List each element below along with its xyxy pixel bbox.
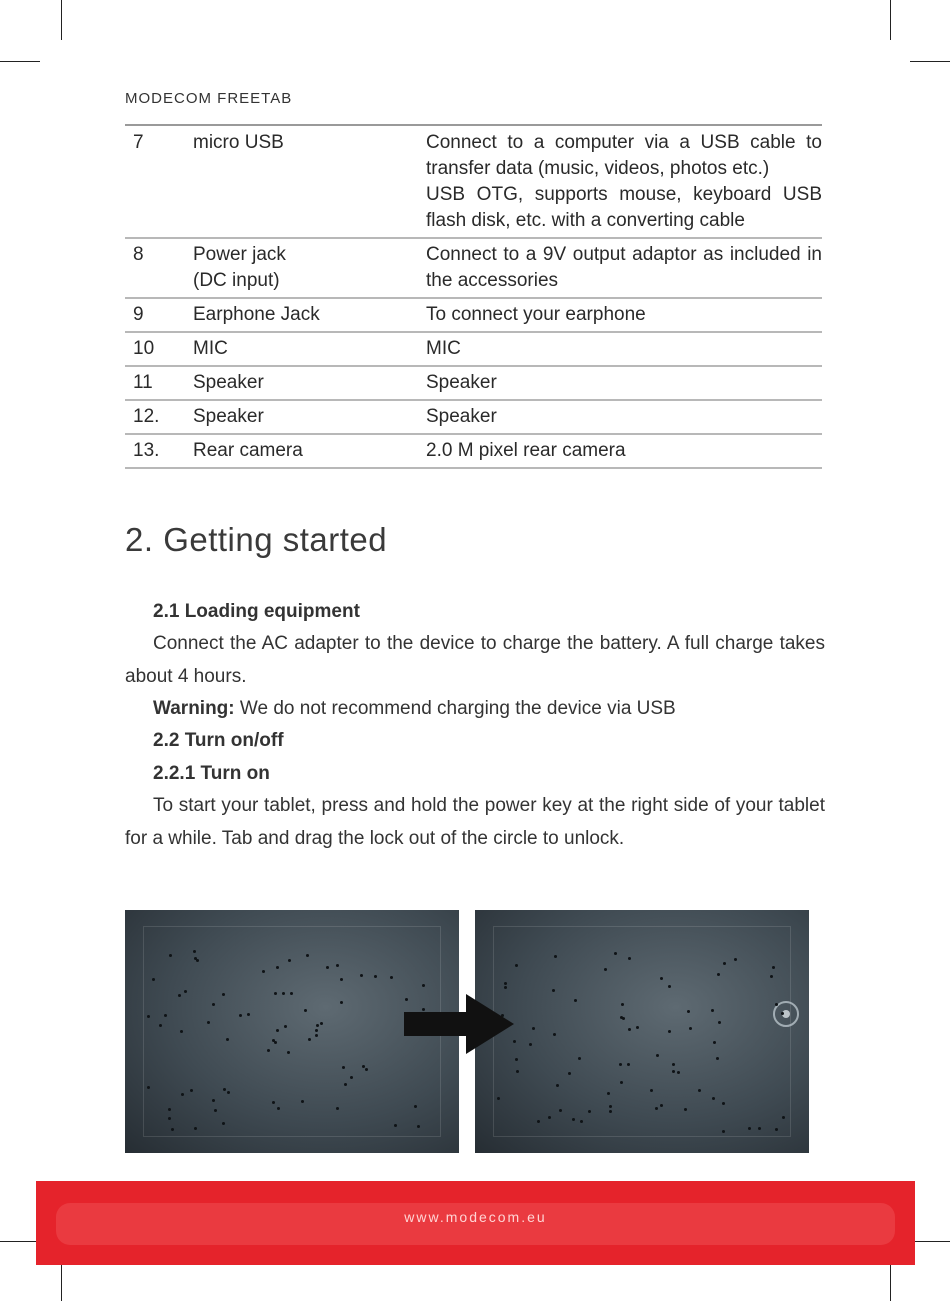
component-name: Earphone Jack — [193, 298, 426, 332]
heading-turn-on-off: 2.2 Turn on/off — [153, 730, 284, 751]
water-drop — [316, 1024, 319, 1027]
table-row — [125, 238, 822, 298]
water-drop — [247, 1013, 250, 1016]
spec-table — [125, 127, 822, 469]
row-number: 9 — [125, 298, 193, 332]
water-drop — [684, 1108, 687, 1111]
crop-mark — [61, 0, 62, 40]
row-number: 10 — [125, 332, 193, 366]
paragraph-turn-on: To start your tablet, press and hold the power key at the right side of your tablet for a while. Tab and drag the lock out of the circle to unlock. — [125, 795, 825, 849]
water-drop — [578, 1057, 581, 1060]
section-title: 2. Getting started — [125, 521, 388, 558]
crop-mark — [0, 1241, 40, 1242]
water-drop — [627, 1063, 630, 1066]
component-description: Speaker — [426, 366, 822, 400]
water-drop — [284, 1025, 287, 1028]
water-drop — [336, 964, 339, 967]
table-row — [125, 332, 822, 366]
water-drop — [548, 1116, 551, 1119]
footer-url: www.modecom.eu — [404, 1209, 547, 1225]
water-drop — [672, 1070, 675, 1073]
row-number: 11 — [125, 366, 193, 400]
water-drop — [556, 1084, 559, 1087]
water-drop — [672, 1063, 675, 1066]
water-drop — [529, 1043, 532, 1046]
water-drop — [668, 985, 671, 988]
water-drop — [650, 1089, 653, 1092]
warning-text: We do not recommend charging the device via USB — [234, 698, 676, 719]
water-drop — [722, 1130, 725, 1133]
water-drop — [734, 958, 737, 961]
crop-mark — [890, 0, 891, 40]
component-description: 2.0 M pixel rear camera — [426, 434, 822, 468]
table-row — [125, 127, 822, 238]
crop-mark — [61, 1262, 62, 1301]
component-name: Speaker — [193, 400, 426, 434]
row-number: 12. — [125, 400, 193, 434]
lockscreen-image-right — [475, 910, 809, 1153]
right-arrow-icon — [404, 994, 514, 1054]
water-drop — [276, 966, 279, 969]
component-name: micro USB — [193, 127, 426, 238]
table-row — [125, 434, 822, 468]
water-drop — [655, 1107, 658, 1110]
component-name: MIC — [193, 332, 426, 366]
heading-turn-on: 2.2.1 Turn on — [153, 763, 270, 784]
component-description: MIC — [426, 332, 822, 366]
water-drop — [276, 1029, 279, 1032]
water-drop — [169, 954, 172, 957]
component-description: Connect to a 9V output adaptor as included in the accessories — [426, 238, 822, 298]
component-name: Speaker — [193, 366, 426, 400]
component-description: To connect your earphone — [426, 298, 822, 332]
water-drop — [326, 966, 329, 969]
water-drop — [758, 1127, 761, 1130]
water-drop — [147, 1015, 150, 1018]
water-drop — [190, 1089, 193, 1092]
water-drop — [609, 1110, 612, 1113]
water-drop — [164, 1014, 167, 1017]
crop-mark — [910, 61, 950, 62]
water-drop — [350, 1076, 353, 1079]
water-drop — [340, 1001, 343, 1004]
component-description: Connect to a computer via a USB cable to transfer data (music, videos, photos etc.) USB OTG, supports mouse, keyboard USB flash disk, etc. with a converting cable — [426, 127, 822, 238]
water-drop — [713, 1041, 716, 1044]
paragraph-charging: Connect the AC adapter to the device to charge the battery. A full charge takes about 4 hours. — [125, 633, 825, 687]
water-drop — [628, 957, 631, 960]
water-drop — [504, 982, 507, 985]
warning-label: Warning: — [153, 698, 235, 719]
water-drop — [374, 975, 377, 978]
water-drop — [365, 1068, 368, 1071]
component-name: Rear camera — [193, 434, 426, 468]
component-description: Speaker — [426, 400, 822, 434]
water-drop — [193, 950, 196, 953]
water-drop — [619, 1063, 622, 1066]
crop-mark — [910, 1241, 950, 1242]
header-divider — [125, 124, 822, 126]
water-drop — [301, 1100, 304, 1103]
water-drop — [222, 993, 225, 996]
water-drop — [620, 1081, 623, 1084]
water-drop — [668, 1030, 671, 1033]
page-header: MODECOM FREETAB — [125, 90, 293, 107]
water-drop — [226, 1038, 229, 1041]
water-drop — [748, 1127, 751, 1130]
paragraph-warning — [153, 693, 833, 726]
water-drop — [580, 1120, 583, 1123]
table-row — [125, 366, 822, 400]
water-drop — [262, 970, 265, 973]
row-number: 7 — [125, 127, 193, 238]
water-drop — [194, 957, 197, 960]
crop-mark — [0, 61, 40, 62]
component-name: Power jack (DC input) — [193, 238, 426, 298]
water-drop — [168, 1108, 171, 1111]
footer-bar — [36, 1181, 915, 1265]
water-drop — [344, 1083, 347, 1086]
water-drop — [308, 1038, 311, 1041]
water-drop — [180, 1030, 183, 1033]
water-drop — [687, 1010, 690, 1013]
water-drop — [168, 1117, 171, 1120]
crop-mark — [890, 1262, 891, 1301]
water-drop — [414, 1105, 417, 1108]
water-drop — [390, 976, 393, 979]
water-drop — [572, 1118, 575, 1121]
screen-frame — [493, 926, 791, 1137]
water-drop — [588, 1110, 591, 1113]
water-drop — [267, 1049, 270, 1052]
water-drop — [775, 1003, 778, 1006]
screen-frame — [143, 926, 441, 1137]
water-drop — [568, 1072, 571, 1075]
row-number: 13. — [125, 434, 193, 468]
row-number: 8 — [125, 238, 193, 298]
water-drop — [621, 1003, 624, 1006]
water-drop — [290, 992, 293, 995]
water-drop — [614, 952, 617, 955]
water-drop — [152, 978, 155, 981]
table-row — [125, 298, 822, 332]
heading-loading-equipment: 2.1 Loading equipment — [153, 601, 360, 622]
table-row — [125, 400, 822, 434]
